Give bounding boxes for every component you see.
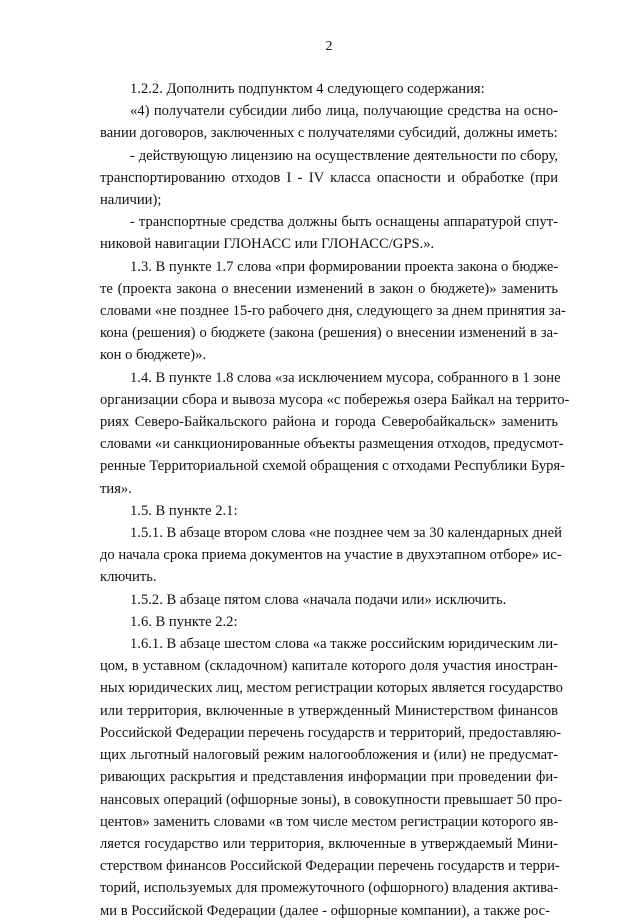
paragraph (100, 589, 558, 611)
text-line: наличии); (100, 192, 162, 209)
text-line: или территория, включенные в утвержденный Министерством финансов (100, 702, 558, 719)
paragraph (100, 256, 566, 367)
text-line: вании договоров, заключенных с получателями субсидий, должны иметь: (100, 125, 558, 142)
text-line: Российской Федерации перечень государств и территорий, предоставляю- (100, 724, 562, 741)
text-line: ривающих раскрытия и представления информации при проведении фи- (100, 769, 558, 786)
text-line: словами «не позднее 15-го рабочего дня, следующего за днем принятия за- (100, 303, 566, 320)
document-body (100, 78, 570, 922)
text-line: ных юридических лиц, местом регистрации которых является государство (100, 680, 563, 697)
text-line: 1.6.1. В абзаце шестом слова «а также российским юридическим ли- (130, 636, 558, 653)
paragraph (100, 100, 558, 144)
text-line: щих льготный налоговый режим налогообложения и (или) не предусмат- (100, 747, 558, 764)
text-line: кона (решения) о бюджете (закона (решения) о внесении изменений в за- (100, 325, 558, 342)
paragraph (100, 522, 562, 589)
paragraph (100, 367, 570, 500)
text-line: «4) получатели субсидии либо лица, получающие средства на осно- (130, 103, 558, 120)
text-line: 1.5.2. В абзаце пятом слова «начала подачи или» исключить. (130, 591, 507, 608)
text-line: нансовых операций (офшорные зоны), в совокупности превышает 50 про- (100, 791, 563, 808)
text-line: словами «и санкционированные объекты размещения отходов, предусмот- (100, 436, 564, 453)
text-line: ренные Территориальной схемой обращения с отходами Республики Буря- (100, 458, 566, 475)
text-line: организации сбора и вывоза мусора «с побережья озера Байкал на террито- (100, 391, 570, 408)
text-line: - транспортные средства должны быть оснащены аппаратурой спут- (130, 214, 558, 231)
page-number: 2 (325, 39, 333, 54)
text-line: ми в Российской Федерации (далее - офшорные компании), а также рос- (100, 902, 551, 919)
paragraph (100, 500, 558, 522)
text-line: торий, используемых для промежуточного (офшорного) владения актива- (100, 880, 559, 897)
text-line: кон о бюджете)». (100, 347, 207, 364)
text-line: те (проекта закона о внесении изменений в закон о бюджете)» заменить (100, 280, 558, 297)
text-line: 1.2.2. Дополнить подпунктом 4 следующего содержания: (130, 81, 485, 97)
text-line: ключить. (100, 569, 157, 586)
text-line: ляется государство или территория, включенные в утверждаемый Мини- (100, 835, 558, 852)
text-line: никовой навигации ГЛОНАСС или ГЛОНАСС/GPS.». (100, 236, 435, 253)
text-line: риях Северо-Байкальского района и города Северобайкальск» заменить (100, 414, 558, 431)
text-line: транспортированию отходов I - IV класса опасности и обработке (при (100, 169, 558, 186)
text-line: центов» заменить словами «в том числе местом регистрации которого яв- (100, 813, 559, 830)
text-line: стерством финансов Российской Федерации перечень государств и терри- (100, 858, 560, 875)
paragraph (100, 611, 558, 633)
text-line: 1.5. В пункте 2.1: (130, 502, 238, 519)
text-line: 1.5.1. В абзаце втором слова «не позднее чем за 30 календарных дней (130, 525, 562, 542)
text-line: тия». (100, 480, 132, 497)
text-line: до начала срока приема документов на участие в двухэтапном отборе» ис- (100, 547, 562, 564)
paragraph (100, 78, 558, 100)
paragraph (100, 145, 558, 212)
text-line: цом, в уставном (складочном) капитале которого доля участия иностран- (100, 658, 558, 675)
text-line: 1.3. В пункте 1.7 слова «при формировании проекта закона о бюдже- (130, 258, 559, 275)
paragraph (100, 633, 563, 922)
text-line: 1.6. В пункте 2.2: (130, 613, 238, 630)
paragraph (100, 211, 558, 255)
text-line: 1.4. В пункте 1.8 слова «за исключением мусора, собранного в 1 зоне (130, 369, 561, 386)
text-line: - действующую лицензию на осуществление деятельности по сбору, (130, 147, 558, 164)
